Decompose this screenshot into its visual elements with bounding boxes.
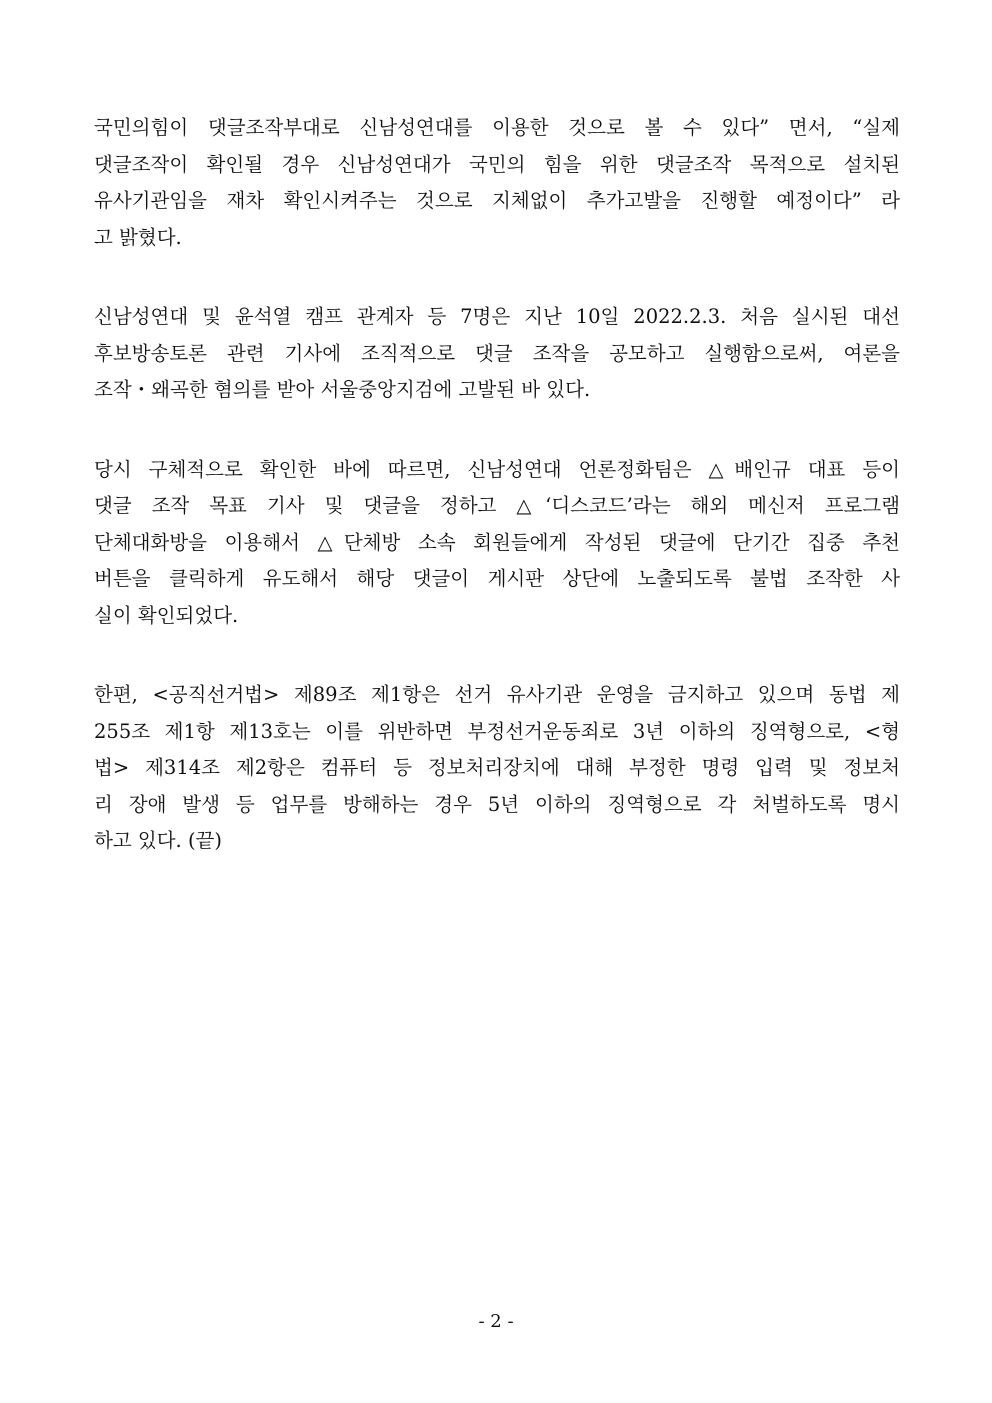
text-line: 댓글조작이 확인될 경우 신남성연대가 국민의 힘을 위한 댓글조작 목적으로 설치된 bbox=[94, 152, 900, 176]
text-line: 실이 확인되었다. bbox=[94, 603, 239, 627]
paragraph-2 bbox=[94, 299, 900, 409]
text-line: 버튼을 클릭하게 유도해서 해당 댓글이 게시판 상단에 노출되도록 불법 조작한 사 bbox=[94, 567, 900, 590]
text-line: 단체대화방을 이용해서 △단체방 소속 회원들에게 작성된 댓글에 단기간 집중 추천 bbox=[94, 530, 900, 554]
paragraph-3 bbox=[94, 452, 900, 635]
text-line: 고 밝혔다. bbox=[94, 225, 182, 249]
text-line: 법> 제314조 제2항은 컴퓨터 등 정보처리장치에 대해 부정한 명령 입력 및 정보처 bbox=[94, 756, 900, 779]
paragraph-4 bbox=[94, 677, 900, 860]
document-body bbox=[94, 110, 900, 903]
text-line: 조작・왜곡한 혐의를 받아 서울중앙지검에 고발된 바 있다. bbox=[94, 378, 591, 401]
page-number: - 2 - bbox=[478, 1311, 514, 1332]
text-line: 하고 있다. (끝) bbox=[94, 829, 222, 852]
text-line: 댓글 조작 목표 기사 및 댓글을 정하고 △‘디스코드’라는 해외 메신저 프로그램 bbox=[94, 494, 900, 517]
text-line: 한편, <공직선거법> 제89조 제1항은 선거 유사기관 운영을 금지하고 있으며 동법 제 bbox=[94, 683, 900, 706]
text-line: 리 장애 발생 등 업무를 방해하는 경우 5년 이하의 징역형으로 각 처벌하도록 명시 bbox=[94, 792, 900, 816]
paragraph-1 bbox=[94, 110, 900, 256]
text-line: 당시 구체적으로 확인한 바에 따르면, 신남성연대 언론정화팀은 △배인규 대표 등이 bbox=[94, 457, 900, 481]
text-line: 신남성연대 및 윤석열 캠프 관계자 등 7명은 지난 10일 2022.2.3. 처음 실시된 대선 bbox=[94, 305, 900, 328]
text-line: 유사기관임을 재차 확인시켜주는 것으로 지체없이 추가고발을 진행할 예정이다” 라 bbox=[94, 189, 900, 212]
text-line: 후보방송토론 관련 기사에 조직적으로 댓글 조작을 공모하고 실행함으로써, 여론을 bbox=[94, 341, 900, 365]
text-line: 국민의힘이 댓글조작부대로 신남성연대를 이용한 것으로 볼 수 있다” 면서, “실제 bbox=[94, 116, 900, 139]
text-line: 255조 제1항 제13호는 이를 위반하면 부정선거운동죄로 3년 이하의 징역형으로, <형 bbox=[94, 719, 900, 743]
